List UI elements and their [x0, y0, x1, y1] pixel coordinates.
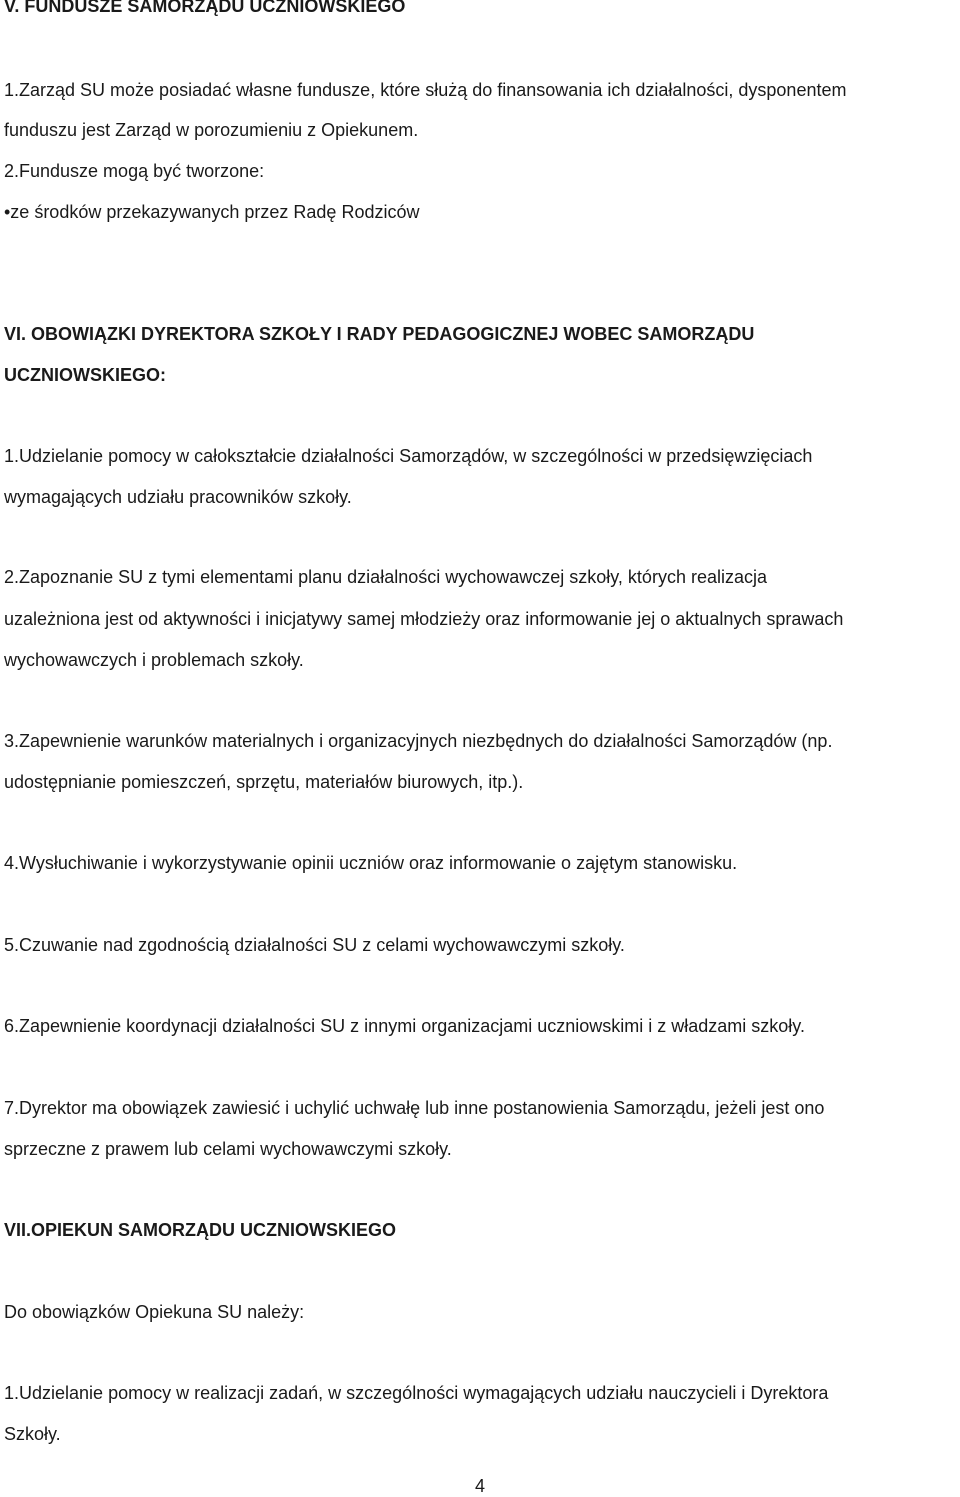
section-v-bullet-1: •ze środków przekazywanych przez Radę Rodziców: [4, 202, 420, 222]
section-vi-item-3-line-2: udostępnianie pomieszczeń, sprzętu, materiałów biurowych, itp.).: [4, 772, 524, 792]
section-vii-item-1-line-2: Szkoły.: [4, 1424, 61, 1444]
section-vi-item-6: 6.Zapewnienie koordynacji działalności SU z innymi organizacjami uczniowskimi i z władzami szkoły.: [4, 1016, 805, 1036]
section-vi-heading-line-2: UCZNIOWSKIEGO:: [4, 365, 166, 385]
section-vi-heading-line-1: VI. OBOWIĄZKI DYREKTORA SZKOŁY I RADY PEDAGOGICZNEJ WOBEC SAMORZĄDU: [4, 324, 755, 344]
section-vi-item-7-line-2: sprzeczne z prawem lub celami wychowawczymi szkoły.: [4, 1139, 452, 1159]
section-v-heading: V. FUNDUSZE SAMORZĄDU UCZNIOWSKIEGO: [4, 0, 406, 16]
section-vi-item-2-line-3: wychowawczych i problemach szkoły.: [4, 650, 304, 670]
section-v-item-1-line-1: 1.Zarząd SU może posiadać własne fundusze, które służą do finansowania ich działalności, dysponentem: [4, 80, 847, 100]
section-vi-item-2-line-1: 2.Zapoznanie SU z tymi elementami planu działalności wychowawczej szkoły, których realizacja: [4, 567, 767, 587]
section-vi-item-2-line-2: uzależniona jest od aktywności i inicjatywy samej młodzieży oraz informowanie jej o aktualnych sprawach: [4, 609, 844, 629]
section-vii-heading: VII.OPIEKUN SAMORZĄDU UCZNIOWSKIEGO: [4, 1220, 397, 1240]
section-vi-item-3-line-1: 3.Zapewnienie warunków materialnych i organizacyjnych niezbędnych do działalności Samorządów (np.: [4, 731, 833, 751]
section-vi-item-1-line-2: wymagających udziału pracowników szkoły.: [4, 487, 352, 507]
page-number: 4: [474, 1476, 485, 1496]
section-vi-item-5: 5.Czuwanie nad zgodnością działalności SU z celami wychowawczymi szkoły.: [4, 935, 625, 955]
section-vi-item-1-line-1: 1.Udzielanie pomocy w całokształcie działalności Samorządów, w szczególności w przedsięwzięciach: [4, 446, 813, 466]
section-v-item-2: 2.Fundusze mogą być tworzone:: [4, 161, 265, 181]
section-vii-item-1-line-1: 1.Udzielanie pomocy w realizacji zadań, w szczególności wymagających udziału nauczycieli i Dyrektora: [4, 1383, 829, 1403]
section-v-item-1-line-2: funduszu jest Zarząd w porozumieniu z Opiekunem.: [4, 120, 419, 140]
section-vi-item-4: 4.Wysłuchiwanie i wykorzystywanie opinii uczniów oraz informowanie o zajętym stanowisku.: [4, 853, 738, 873]
section-vii-intro: Do obowiązków Opiekuna SU należy:: [4, 1302, 305, 1322]
section-vi-item-7-line-1: 7.Dyrektor ma obowiązek zawiesić i uchylić uchwałę lub inne postanowienia Samorządu, jeżeli jest ono: [4, 1098, 825, 1118]
